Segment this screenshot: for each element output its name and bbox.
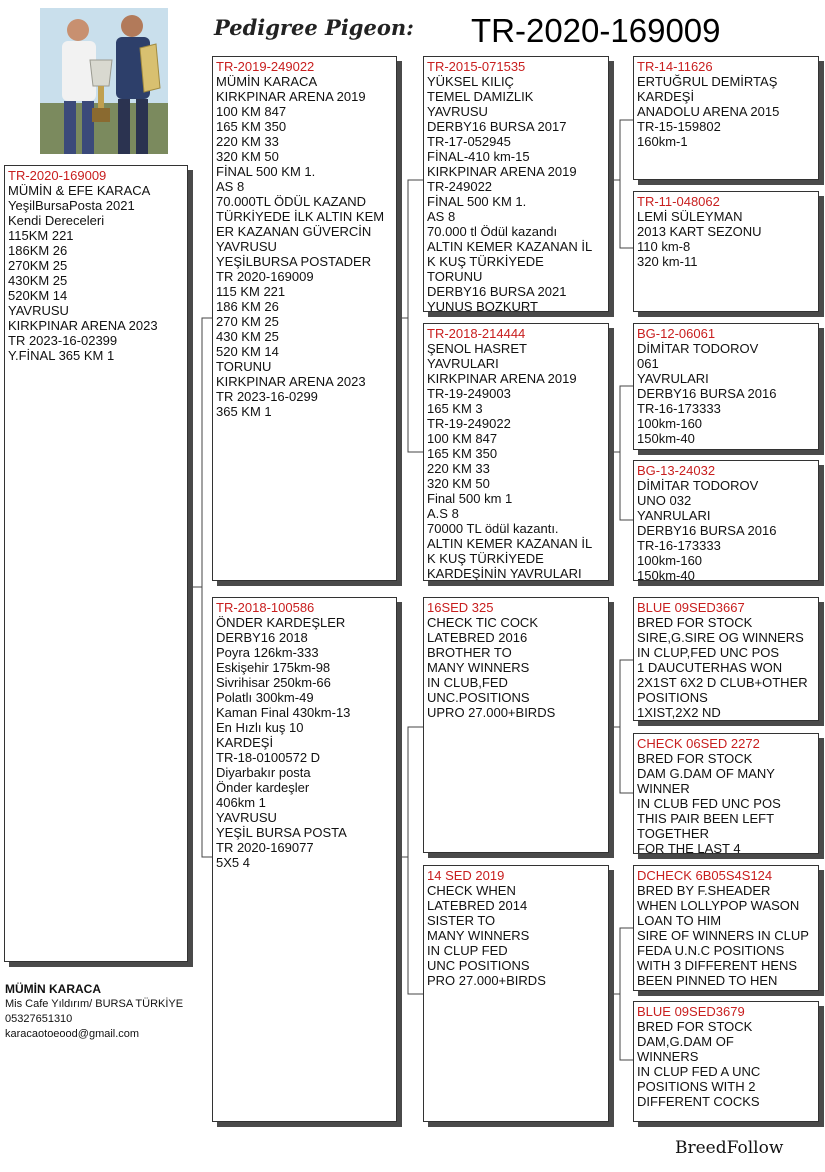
ds-sire-ring: BLUE 09SED3667 [637, 600, 745, 615]
ss-sire-box [633, 56, 819, 180]
brand-footer: BreedFollow [675, 1138, 784, 1158]
dam-sire-line: LATEBRED 2016 [427, 630, 528, 645]
dam-dam-line: CHECK WHEN [427, 883, 516, 898]
ds-sire-line: SIRE,G.SIRE OG WINNERS [637, 630, 804, 645]
sire-line: KIRKPINAR ARENA 2023 [216, 374, 366, 389]
sire-dam-line: A.S 8 [427, 506, 459, 521]
sire-sire-line: DERBY16 BURSA 2017 [427, 119, 567, 134]
trophy-photo-illustration [40, 8, 168, 154]
sd-dam-line: 100km-160 [637, 553, 703, 568]
sire-line: ER KAZANAN GÜVERCİN [216, 224, 372, 239]
sire-sire-box [423, 56, 609, 312]
dd-dam-line: POSITIONS WITH 2 [637, 1079, 756, 1094]
dd-dam-line: WINNERS [637, 1049, 699, 1064]
sire-line: 365 KM 1 [216, 404, 272, 419]
dd-sire-line: FEDA U.N.C POSITIONS [637, 943, 785, 958]
ds-dam-box [633, 733, 819, 854]
dd-sire-line: WITH 3 DIFFERENT HENS [637, 958, 798, 973]
sd-sire-ring: BG-12-06061 [637, 326, 716, 341]
dam-sire-line: IN CLUB,FED [427, 675, 508, 690]
sire-line: TR 2023-16-0299 [216, 389, 318, 404]
dam-line: Polatlı 300km-49 [216, 690, 314, 705]
dam-sire-box [423, 597, 609, 853]
sire-sire-ring: TR-2015-071535 [427, 59, 526, 74]
sire-line: FİNAL 500 KM 1. [216, 164, 316, 179]
sire-dam-box [423, 323, 609, 581]
sd-sire-line: 150km-40 [637, 431, 695, 446]
dd-sire-line: BEEN PINNED TO HEN [637, 973, 778, 988]
sire-dam-line: YAVRULARI [427, 356, 499, 371]
ss-sire-line: KARDEŞİ [637, 89, 695, 104]
dam-line: 5X5 4 [216, 855, 250, 870]
dd-sire-ring: DCHECK 6B05S4S124 [637, 868, 773, 883]
dam-dam-line: PRO 27.000+BIRDS [427, 973, 546, 988]
subject-line: 430KM 25 [8, 273, 68, 288]
ss-dam-ring: TR-11-048062 [637, 194, 720, 209]
dam-sire-line: UNC.POSITIONS [427, 690, 530, 705]
sire-dam-line: 70000 TL ödül kazantı. [427, 521, 559, 536]
sire-dam-line: TR-19-249022 [427, 416, 511, 431]
sire-line: 270 KM 25 [216, 314, 279, 329]
subject-line: MÜMİN & EFE KARACA [8, 183, 151, 198]
dam-dam-line: SISTER TO [427, 913, 496, 928]
sire-sire-line: TEMEL DAMIZLIK [427, 89, 534, 104]
dd-dam-line: DAM,G.DAM OF [637, 1034, 734, 1049]
sire-sire-line: K KUŞ TÜRKİYEDE [427, 254, 544, 269]
owner-name: MÜMİN KARACA [5, 982, 101, 996]
sire-dam-line: KIRKPINAR ARENA 2019 [427, 371, 577, 386]
sire-line: 320 KM 50 [216, 149, 279, 164]
sire-line: 100 KM 847 [216, 104, 287, 119]
sire-sire-line: YUNUS BOZKURT [427, 299, 538, 312]
dam-line: TR-18-0100572 D [216, 750, 321, 765]
sire-dam-line: TR-19-249003 [427, 386, 511, 401]
ds-dam-ring: CHECK 06SED 2272 [637, 736, 760, 751]
dam-line: TR 2020-169077 [216, 840, 314, 855]
ss-dam-box [633, 191, 819, 312]
sire-line: YAVRUSU [216, 239, 277, 254]
dam-line: Kaman Final 430km-13 [216, 705, 351, 720]
sire-dam-line: 320 KM 50 [427, 476, 490, 491]
dam-dam-ring: 14 SED 2019 [427, 868, 505, 883]
sire-line: 186 KM 26 [216, 299, 279, 314]
dam-line: YEŞİL BURSA POSTA [216, 825, 347, 840]
dam-line: ÖNDER KARDEŞLER [216, 615, 346, 630]
sire-sire-line: KIRKPINAR ARENA 2019 [427, 164, 577, 179]
subject-ring: TR-2020-169009 [8, 168, 107, 183]
sd-sire-line: 100km-160 [637, 416, 703, 431]
sire-sire-line: FİNAL-410 km-15 [427, 149, 530, 164]
ds-dam-line: FOR THE LAST 4 [637, 841, 741, 854]
ss-sire-line: ERTUĞRUL DEMİRTAŞ [637, 74, 778, 89]
owner-photo [40, 8, 168, 154]
sd-dam-line: YANRULARI [637, 508, 711, 523]
sd-dam-line: DERBY16 BURSA 2016 [637, 523, 777, 538]
ds-sire-line: 2X1ST 6X2 D CLUB+OTHER [637, 675, 808, 690]
sire-line: AS 8 [216, 179, 245, 194]
sd-sire-line: DİMİTAR TODOROV [637, 341, 759, 356]
owner-contact [5, 982, 183, 1042]
dam-sire-line: MANY WINNERS [427, 660, 530, 675]
dam-sire-ring: 16SED 325 [427, 600, 494, 615]
subject-line: Kendi Dereceleri [8, 213, 105, 228]
dam-line: 406km 1 [216, 795, 266, 810]
ds-sire-line: POSITIONS [637, 690, 708, 705]
ds-sire-line: BRED FOR STOCK [637, 615, 753, 630]
sd-dam-line: 150km-40 [637, 568, 695, 581]
ds-dam-line: WINNER [637, 781, 690, 796]
subject-line: YeşilBursaPosta 2021 [8, 198, 135, 213]
dam-line: En Hızlı kuş 10 [216, 720, 304, 735]
sd-dam-ring: BG-13-24032 [637, 463, 716, 478]
sire-sire-line: YAVRUSU [427, 104, 488, 119]
ss-dam-line: 110 km-8 [637, 239, 691, 254]
pedigree-label: Pedigree Pigeon: [214, 15, 414, 40]
pedigree-ring-title: TR-2020-169009 [471, 12, 721, 49]
sd-sire-box [633, 323, 819, 450]
subject-line: 115KM 221 [8, 228, 74, 243]
ss-sire-line: 160km-1 [637, 134, 688, 149]
sire-line: 115 KM 221 [216, 284, 286, 299]
dam-line: Diyarbakır posta [216, 765, 311, 780]
dam-dam-line: MANY WINNERS [427, 928, 530, 943]
subject-line: 186KM 26 [8, 243, 68, 258]
ds-sire-line: IN CLUP,FED UNC POS [637, 645, 780, 660]
sire-line: TR 2020-169009 [216, 269, 314, 284]
dam-line: KARDEŞİ [216, 735, 274, 750]
subject-box [4, 165, 188, 962]
sd-sire-line: YAVRULARI [637, 371, 709, 386]
dam-line: DERBY16 2018 [216, 630, 308, 645]
subject-line: 270KM 25 [8, 258, 68, 273]
dam-line: Sivrihisar 250km-66 [216, 675, 331, 690]
subject-line: Y.FİNAL 365 KM 1 [8, 348, 115, 363]
sire-line: 520 KM 14 [216, 344, 279, 359]
subject-line: YAVRUSU [8, 303, 69, 318]
sd-dam-line: DİMİTAR TODOROV [637, 478, 759, 493]
sire-sire-line: DERBY16 BURSA 2021 [427, 284, 567, 299]
ss-dam-line: LEMİ SÜLEYMAN [637, 209, 743, 224]
dam-line: Poyra 126km-333 [216, 645, 319, 660]
sd-sire-line: DERBY16 BURSA 2016 [637, 386, 777, 401]
sire-line: MÜMİN KARACA [216, 74, 318, 89]
dam-dam-line: LATEBRED 2014 [427, 898, 528, 913]
dd-sire-line: LOAN TO HIM [637, 913, 722, 928]
ds-dam-line: IN CLUB FED UNC POS [637, 796, 781, 811]
ds-dam-line: BRED FOR STOCK [637, 751, 753, 766]
dd-dam-line: BRED FOR STOCK [637, 1019, 753, 1034]
dd-sire-line: BRED BY F.SHEADER [637, 883, 771, 898]
dam-dam-box [423, 865, 609, 1122]
ds-sire-line: 1XIST,2X2 ND [637, 705, 721, 720]
sire-sire-line: TR-249022 [427, 179, 493, 194]
sd-dam-box [633, 460, 819, 581]
ds-dam-line: DAM G.DAM OF MANY [637, 766, 775, 781]
ds-dam-line: THIS PAIR BEEN LEFT [637, 811, 775, 826]
sire-dam-line: 165 KM 350 [427, 446, 498, 461]
dam-line: Önder kardeşler [216, 780, 310, 795]
sire-dam-line: K KUŞ TÜRKİYEDE [427, 551, 544, 566]
ss-sire-line: ANADOLU ARENA 2015 [637, 104, 780, 119]
sire-ring: TR-2019-249022 [216, 59, 315, 74]
dd-sire-line: SIRE OF WINNERS IN CLUP [637, 928, 809, 943]
dd-sire-line: WHEN LOLLYPOP WASON [637, 898, 800, 913]
sire-dam-line: Final 500 km 1 [427, 491, 513, 506]
dam-box [212, 597, 397, 1122]
sd-sire-line: TR-16-173333 [637, 401, 721, 416]
sire-sire-line: TORUNU [427, 269, 483, 284]
dam-line: YAVRUSU [216, 810, 277, 825]
dd-dam-line: IN CLUP FED A UNC [637, 1064, 761, 1079]
sire-sire-line: AS 8 [427, 209, 456, 224]
sd-dam-line: UNO 032 [637, 493, 692, 508]
sire-box [212, 56, 397, 581]
sire-dam-line: KARDEŞİNİN YAVRULARI [427, 566, 582, 581]
sd-sire-line: 061 [637, 356, 659, 371]
dam-sire-line: BROTHER TO [427, 645, 512, 660]
sire-line: YEŞİLBURSA POSTADER [216, 254, 372, 269]
dam-dam-line: IN CLUP FED [427, 943, 508, 958]
sire-dam-line: 100 KM 847 [427, 431, 498, 446]
sire-dam-line: ALTIN KEMER KAZANAN İL [427, 536, 593, 551]
ss-dam-line: 2013 KART SEZONU [637, 224, 762, 239]
ss-sire-line: TR-15-159802 [637, 119, 721, 134]
sire-line: 70.000TL ÖDÜL KAZAND [216, 194, 367, 209]
sire-line: 220 KM 33 [216, 134, 279, 149]
dam-ring: TR-2018-100586 [216, 600, 315, 615]
dam-sire-line: CHECK TIC COCK [427, 615, 538, 630]
sire-line: TORUNU [216, 359, 272, 374]
sire-dam-line: 220 KM 33 [427, 461, 490, 476]
sire-line: TÜRKİYEDE İLK ALTIN KEM [216, 209, 385, 224]
ss-sire-ring: TR-14-11626 [637, 59, 713, 74]
dd-sire-box [633, 865, 819, 991]
sire-sire-line: YÜKSEL KILIÇ [427, 74, 514, 89]
sd-dam-line: TR-16-173333 [637, 538, 721, 553]
dam-sire-line: UPRO 27.000+BIRDS [427, 705, 556, 720]
sire-line: 165 KM 350 [216, 119, 287, 134]
sire-line: 430 KM 25 [216, 329, 279, 344]
sire-sire-line: ALTIN KEMER KAZANAN İL [427, 239, 593, 254]
sire-line: KIRKPINAR ARENA 2019 [216, 89, 366, 104]
subject-line: 520KM 14 [8, 288, 68, 303]
dam-dam-line: UNC POSITIONS [427, 958, 530, 973]
sire-dam-line: 165 KM 3 [427, 401, 483, 416]
dam-line: Eskişehir 175km-98 [216, 660, 331, 675]
dd-dam-ring: BLUE 09SED3679 [637, 1004, 745, 1019]
owner-email: karacaotoeood@gmail.com [5, 1028, 140, 1040]
sire-sire-line: TR-17-052945 [427, 134, 511, 149]
ss-dam-line: 320 km-11 [637, 254, 698, 269]
sire-dam-line: ŞENOL HASRET [427, 341, 527, 356]
sire-sire-line: FİNAL 500 KM 1. [427, 194, 527, 209]
owner-phone: 05327651310 [5, 1013, 73, 1025]
sire-sire-line: 70.000 tl Ödül kazandı [427, 224, 558, 239]
owner-address: Mis Cafe Yıldırım/ BURSA TÜRKİYE [5, 998, 184, 1010]
ds-dam-line: TOGETHER [637, 826, 709, 841]
subject-line: TR 2023-16-02399 [8, 333, 118, 348]
ds-sire-line: 1 DAUCUTERHAS WON [637, 660, 783, 675]
dd-dam-line: DIFFERENT COCKS [637, 1094, 760, 1109]
ds-sire-box [633, 597, 819, 721]
subject-line: KIRKPINAR ARENA 2023 [8, 318, 158, 333]
dd-dam-box [633, 1001, 819, 1122]
sire-dam-ring: TR-2018-214444 [427, 326, 526, 341]
